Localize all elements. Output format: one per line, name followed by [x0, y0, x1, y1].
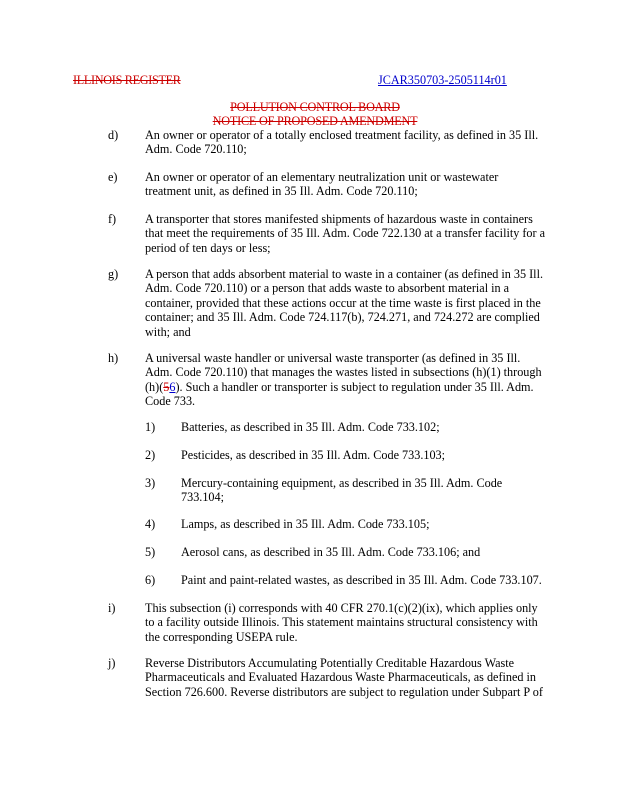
text-line: Reverse Distributors Accumulating Potentially Creditable Hazardous Waste	[145, 656, 515, 670]
text-line: This subsection (i) corresponds with 40 CFR 270.1(c)(2)(ix), which applies only	[145, 601, 538, 615]
subsection-label: 4)	[145, 517, 156, 531]
subsection-text	[145, 170, 593, 199]
text-line: Pharmaceuticals and Evaluated Hazardous Waste Pharmaceuticals, as defined in	[145, 670, 537, 685]
text-line: Mercury-containing equipment, as described in 35 Ill. Adm. Code	[181, 476, 503, 490]
subsection-label: d)	[108, 128, 119, 142]
subsection-label: h)	[108, 351, 119, 365]
agency-title: POLLUTION CONTROL BOARD	[230, 100, 400, 114]
text-line: treatment unit, as defined in 35 Ill. Adm. Code 720.110;	[145, 184, 418, 199]
subsection-label: 6)	[145, 573, 156, 587]
subsection-text	[145, 128, 593, 157]
text-line: An owner or operator of a totally enclosed treatment facility, as defined in 35 Ill.	[145, 128, 539, 142]
subsection-text	[145, 212, 593, 255]
subsection-text: Paint and paint-related wastes, as described in 35 Ill. Adm. Code 733.107.	[181, 573, 542, 587]
text-line: A transporter that stores manifested shipments of hazardous waste in containers	[145, 212, 533, 226]
subsection-text	[145, 656, 593, 699]
text-fragment: ). Such a handler or transporter is subject to regulation under 35 Ill. Adm.	[175, 379, 534, 394]
text-line: 733.104;	[181, 490, 224, 505]
subsection-label: f)	[108, 212, 117, 226]
text-line: Code 733.	[145, 394, 196, 409]
text-line: Adm. Code 720.110) that manages the wastes listed in subsections (h)(1) through	[145, 365, 542, 380]
text-line: the corresponding USEPA rule.	[145, 629, 298, 644]
header-jcar-main: JCAR350703-2505114	[378, 73, 491, 87]
text-line: An owner or operator of an elementary neutralization unit or wastewater	[145, 170, 499, 184]
text-line	[145, 380, 593, 394]
subsection-text	[145, 601, 593, 644]
subsection-label: g)	[108, 267, 119, 281]
text-line: container, provided that these actions occur at the time waste is first placed in the	[145, 295, 541, 310]
subsection-text: Aerosol cans, as described in 35 Ill. Adm. Code 733.106; and	[181, 545, 481, 559]
text-line: Adm. Code 720.110) or a person that adds waste to absorbent material in a	[145, 281, 510, 296]
subsection-label: j)	[108, 656, 116, 670]
subsection-label: 1)	[145, 420, 156, 434]
text-line: A person that adds absorbent material to waste in a container (as defined in 35 Ill.	[145, 267, 544, 281]
text-fragment: (h)(	[145, 379, 164, 394]
subsection-label: 5)	[145, 545, 156, 559]
header-jcar-code	[378, 73, 507, 87]
inserted-text: 6	[169, 379, 176, 394]
text-line: Section 726.600. Reverse distributors are subject to regulation under Subpart P of	[145, 684, 543, 699]
subsection-text	[145, 267, 593, 339]
subsection-text: Pesticides, as described in 35 Ill. Adm. Code 733.103;	[181, 448, 446, 462]
header-jcar-tail: r01	[490, 73, 507, 87]
subsection-label: 3)	[145, 476, 156, 490]
subsection-text: Lamps, as described in 35 Ill. Adm. Code 733.105;	[181, 517, 430, 531]
text-line: Adm. Code 720.110;	[145, 142, 247, 157]
subsection-text	[145, 351, 593, 409]
subsection-label: e)	[108, 170, 118, 184]
text-line: that meet the requirements of 35 Ill. Adm. Code 722.130 at a transfer facility for a	[145, 226, 546, 241]
header-register-name: ILLINOIS REGISTER	[73, 73, 181, 87]
deleted-text: 5	[163, 379, 170, 394]
text-line: with; and	[145, 324, 191, 339]
notice-title: NOTICE OF PROPOSED AMENDMENT	[212, 114, 418, 128]
subsection-label: 2)	[145, 448, 156, 462]
subsection-text: Batteries, as described in 35 Ill. Adm. Code 733.102;	[181, 420, 440, 434]
subsection-label: i)	[108, 601, 116, 615]
subsection-text	[181, 476, 581, 505]
text-line: to a facility outside Illinois. This statement maintains structural consistency with	[145, 615, 538, 630]
text-line: container; and 35 Ill. Adm. Code 724.117(b), 724.271, and 724.272 are complied	[145, 310, 540, 325]
text-line: A universal waste handler or universal waste transporter (as defined in 35 Ill.	[145, 351, 521, 365]
text-line: period of ten days or less;	[145, 240, 271, 255]
